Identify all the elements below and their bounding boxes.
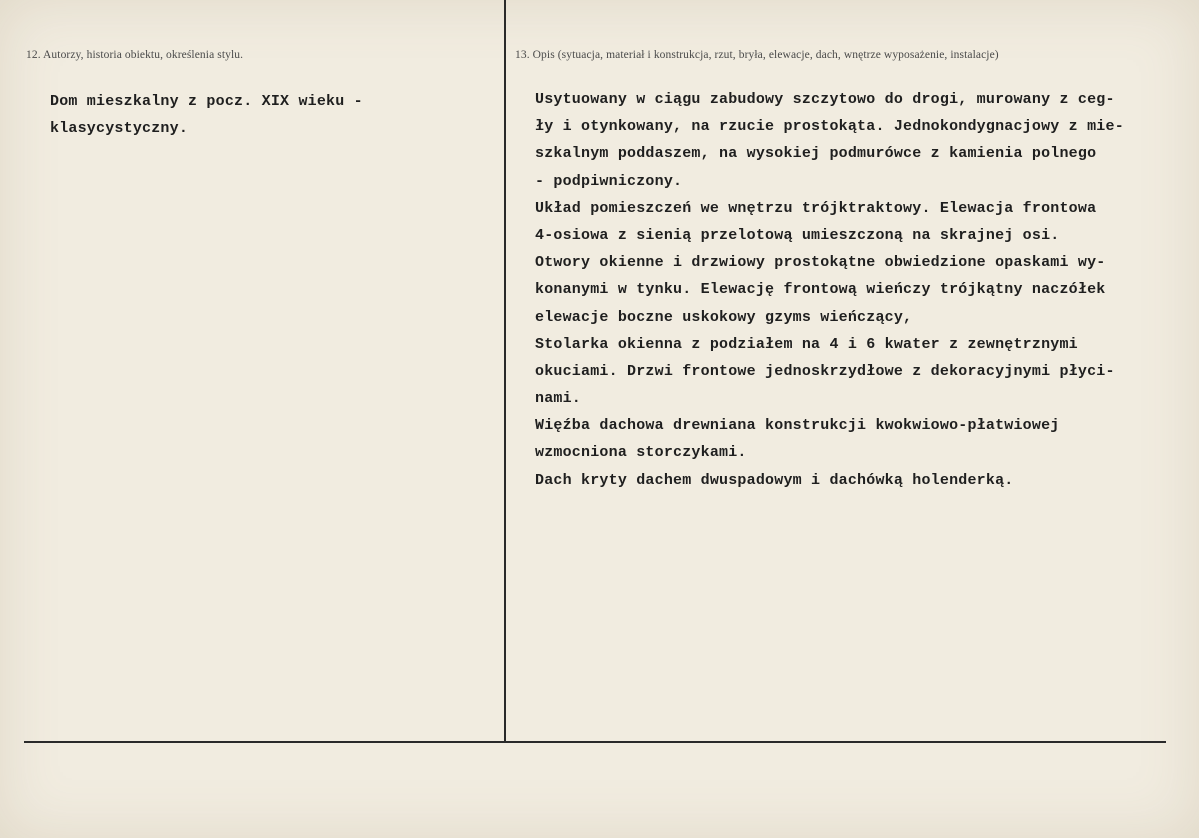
text-line: klasycystyczny. (50, 120, 189, 138)
column-divider (504, 0, 506, 742)
text-line: Dach kryty dachem dwuspadowym i dachówką holenderką. (535, 471, 1014, 489)
text-line: konanymi w tynku. Elewację frontową wieńczy trójkątny naczółek (535, 281, 1106, 299)
text-line: ły i otynkowany, na rzucie prostokąta. Jednokondygnacjowy z mie- (535, 118, 1124, 136)
section-12-heading: 12. Autorzy, historia obiektu, określenia stylu. (26, 49, 244, 61)
text-line: Otwory okienne i drzwiowy prostokątne obwiedzione opaskami wy- (535, 254, 1106, 272)
text-line: szkalnym poddaszem, na wysokiej podmurówce z kamienia polnego (535, 145, 1097, 163)
text-line: Stolarka okienna z podziałem na 4 i 6 kwater z zewnętrznymi (535, 335, 1078, 353)
text-line: Układ pomieszczeń we wnętrzu trójktraktowy. Elewacja frontowa (535, 199, 1097, 217)
text-line: okuciami. Drzwi frontowe jednoskrzydłowe z dekoracyjnymi płyci- (535, 362, 1115, 380)
text-line: Dom mieszkalny z pocz. XIX wieku - (50, 93, 363, 110)
section-12-text (50, 88, 363, 142)
text-line: 4-osiowa z sienią przelotową umieszczoną na skrajnej osi. (535, 226, 1060, 244)
text-line: wzmocniona storczykami. (535, 444, 747, 462)
text-line: - podpiwniczony. (535, 172, 683, 190)
text-line: elewacje boczne uskokowy gzyms wieńczący, (535, 308, 913, 326)
text-line: Usytuowany w ciągu zabudowy szczytowo do drogi, murowany z ceg- (535, 91, 1115, 108)
section-13-heading: 13. Opis (sytuacja, materiał i konstrukcja, rzut, bryła, elewacje, dach, wnętrze wyposażenie, instalacje) (515, 49, 999, 61)
text-line: nami. (535, 390, 582, 408)
bottom-rule (24, 741, 1166, 743)
text-line: Więźba dachowa drewniana konstrukcji kwokwiowo-płatwiowej (535, 417, 1060, 435)
section-13-text (535, 86, 1124, 494)
